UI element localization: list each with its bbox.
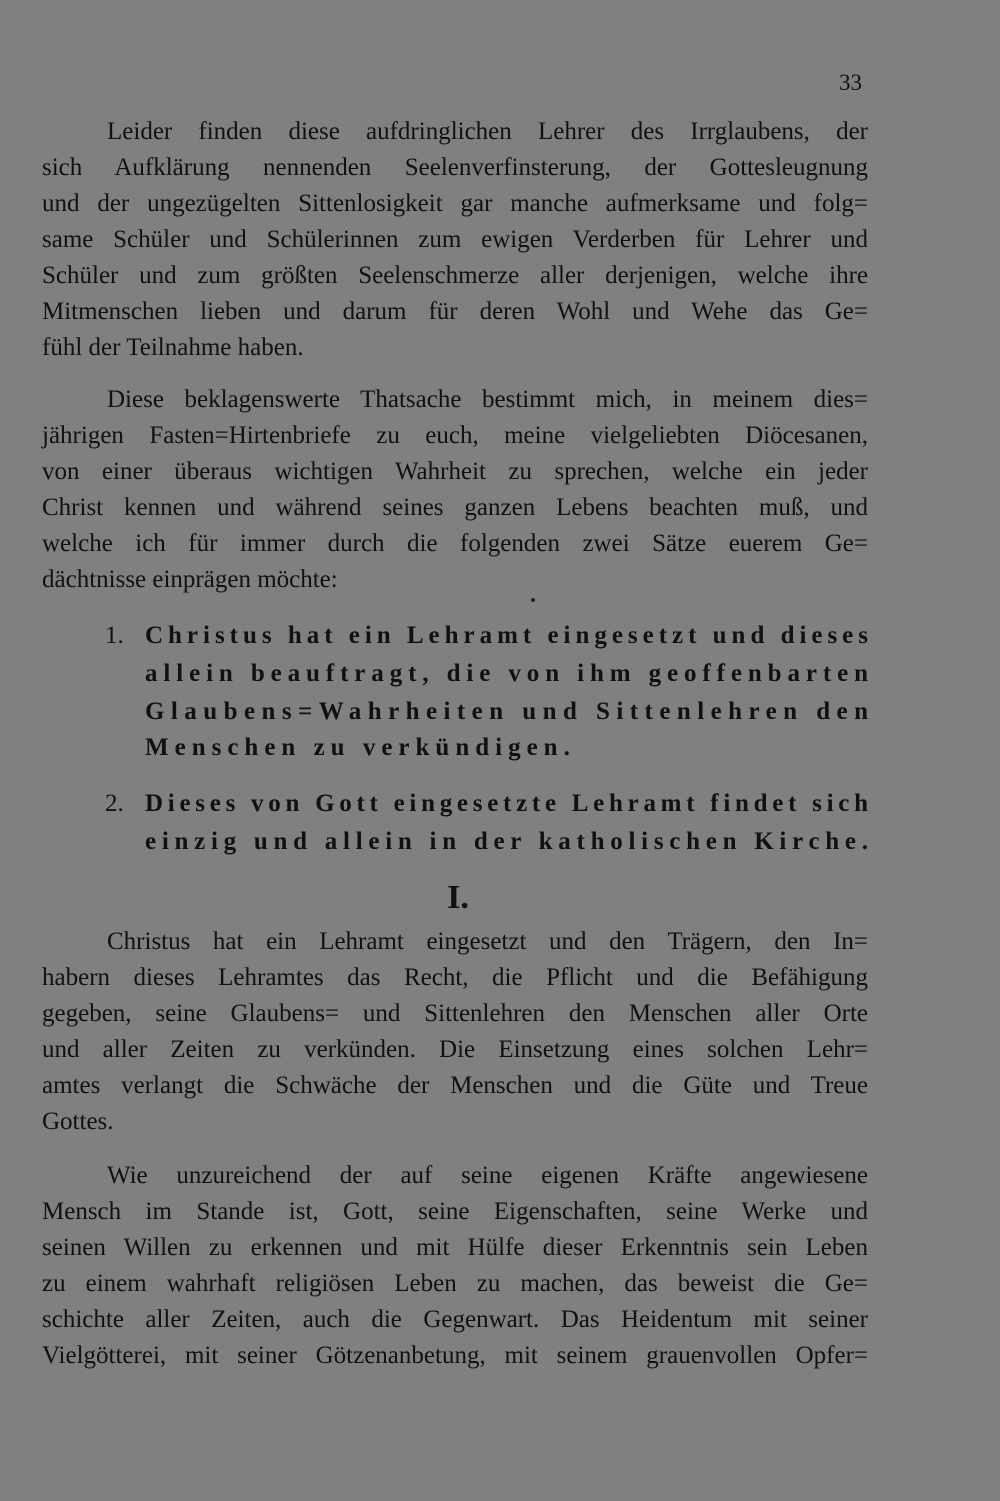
text-line: dächtnisse einprägen möchte: (42, 566, 338, 593)
section-heading: I. (447, 879, 469, 916)
text-line: und aller Zeiten zu verkünden. Die Einsetzung eines solchen Lehr= (42, 1036, 868, 1063)
text-line: Mitmenschen lieben und darum für deren Wohl und Wehe das Ge= (42, 298, 868, 325)
text-line: same Schüler und Schülerinnen zum ewigen Verderben für Lehrer und (42, 226, 868, 253)
thesis-line: Christus hat ein Lehramt eingesetzt und dieses (145, 622, 873, 649)
text-line: amtes verlangt die Schwäche der Menschen und die Güte und Treue (42, 1072, 868, 1099)
text-line: sich Aufklärung nennenden Seelenverfinsterung, der Gottesleugnung (42, 154, 868, 181)
text-line: Mensch im Stande ist, Gott, seine Eigenschaften, seine Werke und (42, 1198, 868, 1225)
thesis-line: Menschen zu verkündigen. (145, 734, 576, 761)
text-line: von einer überaus wichtigen Wahrheit zu sprechen, welche ein jeder (42, 458, 868, 485)
text-line: Vielgötterei, mit seiner Götzenanbetung, mit seinem grauenvollen Opfer= (42, 1342, 868, 1369)
text-line: Christus hat ein Lehramt eingesetzt und den Trägern, den In= (107, 928, 868, 955)
thesis-number: 2. (105, 790, 124, 817)
thesis-line: einzig und allein in der katholischen Kirche. (145, 828, 874, 855)
text-line: Gottes. (42, 1108, 114, 1135)
thesis-line: allein beauftragt, die von ihm geoffenbarten (145, 660, 874, 687)
page-number: 33 (839, 70, 862, 95)
text-line: zu einem wahrhaft religiösen Leben zu machen, das beweist die Ge= (42, 1270, 868, 1297)
text-line: welche ich für immer durch die folgenden zwei Sätze euerem Ge= (42, 530, 868, 557)
text-line: Schüler und zum größten Seelenschmerze aller derjenigen, welche ihre (42, 262, 868, 289)
text-line: schichte aller Zeiten, auch die Gegenwart. Das Heidentum mit seiner (42, 1306, 868, 1333)
ink-dot (531, 598, 535, 602)
thesis-line: Dieses von Gott eingesetzte Lehramt findet sich (145, 790, 873, 817)
text-line: habern dieses Lehramtes das Recht, die Pflicht und die Befähigung (42, 964, 868, 991)
text-line: seinen Willen zu erkennen und mit Hülfe dieser Erkenntnis sein Leben (42, 1234, 868, 1261)
text-line: jährigen Fasten=Hirtenbriefe zu euch, meine vielgeliebten Diöcesanen, (42, 422, 868, 449)
thesis-number: 1. (105, 622, 124, 649)
text-line: Leider finden diese aufdringlichen Lehrer des Irrglaubens, der (107, 118, 868, 145)
thesis-line: Glaubens=Wahrheiten und Sittenlehren den (145, 698, 875, 725)
text-line: Diese beklagenswerte Thatsache bestimmt mich, in meinem dies= (107, 386, 868, 413)
text-line: Christ kennen und während seines ganzen Lebens beachten muß, und (42, 494, 868, 521)
text-line: fühl der Teilnahme haben. (42, 334, 304, 361)
text-line: gegeben, seine Glaubens= und Sittenlehren den Menschen aller Orte (42, 1000, 868, 1027)
text-line: und der ungezügelten Sittenlosigkeit gar manche aufmerksame und folg= (42, 190, 868, 217)
text-line: Wie unzureichend der auf seine eigenen Kräfte angewiesene (107, 1162, 868, 1189)
